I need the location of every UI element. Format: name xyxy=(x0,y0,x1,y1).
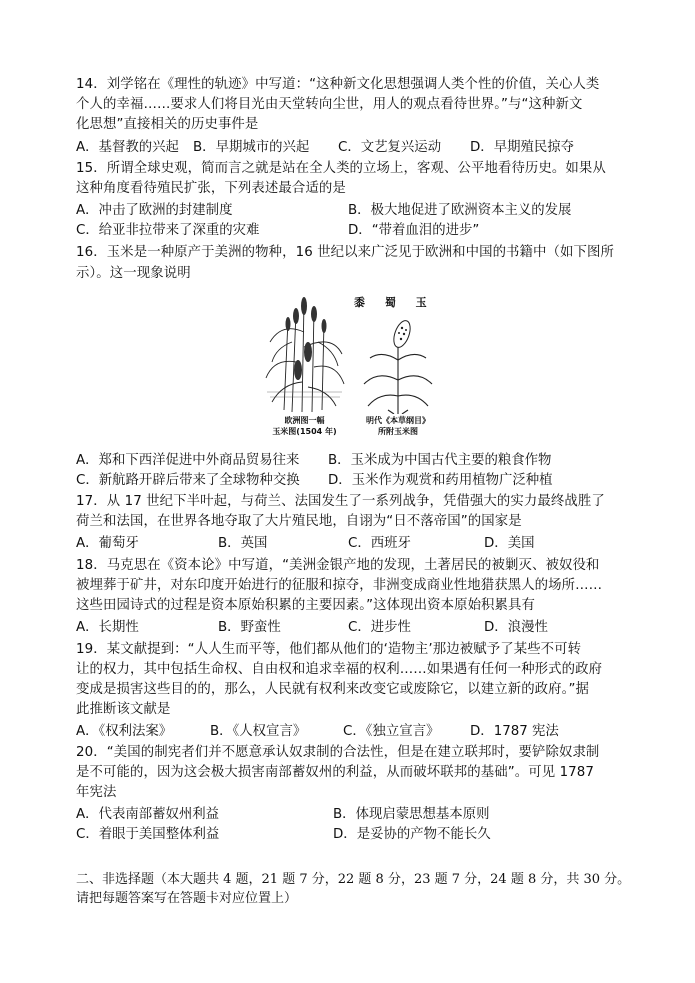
q14-stem-line-3: 化思想”直接相关的历史事件是 xyxy=(76,117,259,132)
q17-stem-line-2: 荷兰和法国，在世界各地夺取了大片殖民地，自诩为“日不落帝国”的国家是 xyxy=(76,514,522,529)
q20-stem-line-3: 年宪法 xyxy=(76,785,117,800)
q20-stem-line-2: 是不可能的，因为这会极大损害南部蓄奴州的利益，从而破坏联邦的基础”。可见 1787 xyxy=(76,765,595,780)
section-2-heading-line-1: 二、非选择题（本大题共 4 题，21 题 7 分，22 题 8 分，23 题 7 分，24 题 8 分，共 30 分。 xyxy=(76,872,631,887)
fig-caption-left-2: 玉米图(1504 年) xyxy=(272,427,337,436)
section-2-heading-line-2: 请把每题答案写在答题卡对应位置上） xyxy=(76,891,298,906)
q17-stem-line-1: 17．从 17 世纪下半叶起，与荷兰、法国发生了一系列战争，凭借强大的实力最终战胜了 xyxy=(76,494,605,509)
fig-title: 黍 蜀 玉 xyxy=(354,296,435,309)
q20-option-c[interactable]: C．着眼于美国整体利益 xyxy=(76,827,220,842)
q18-stem-line-1: 18．马克思在《资本论》中写道，“美洲金银产地的发现，土著居民的被剿灭、被奴役和 xyxy=(76,558,600,573)
fig-caption-left-1: 欧洲图一幅 xyxy=(284,416,325,425)
q16-stem-line-1: 16．玉米是一种原产于美洲的物种，16 世纪以来广泛见于欧洲和中国的书籍中（如下图所 xyxy=(76,245,614,260)
q19-option-c[interactable]: C．《独立宣言》 xyxy=(343,724,440,739)
q16-option-b[interactable]: B．玉米成为中国古代主要的粮食作物 xyxy=(328,453,552,468)
q14-stem-line-2: 个人的幸福……要求人们将目光由天堂转向尘世，用人的观点看待世界。”与“这种新文 xyxy=(76,97,583,112)
fig-caption-right-2: 所附玉米图 xyxy=(378,427,418,436)
q20-option-a[interactable]: A．代表南部蓄奴州利益 xyxy=(76,807,220,822)
q19-stem-line-3: 变成是损害这些目的的，那么，人民就有权利来改变它或废除它，以建立新的政府。”据 xyxy=(76,682,589,697)
q18-stem-line-3: 这些田园诗式的过程是资本原始积累的主要因素。”这体现出资本原始积累具有 xyxy=(76,598,536,613)
q18-option-d[interactable]: D．浪漫性 xyxy=(484,620,548,635)
q17-option-c[interactable]: C．西班牙 xyxy=(348,536,411,551)
corn-plant-woodcut-icon xyxy=(262,292,347,414)
q16-option-a[interactable]: A．郑和下西洋促进中外商品贸易往来 xyxy=(76,453,300,468)
q14-option-c[interactable]: C．文艺复兴运动 xyxy=(338,140,442,155)
q15-option-a[interactable]: A．冲击了欧洲的封建制度 xyxy=(76,203,233,218)
q17-option-a[interactable]: A．葡萄牙 xyxy=(76,536,139,551)
q16-option-d[interactable]: D．玉米作为观赏和药用植物广泛种植 xyxy=(328,473,553,488)
q19-stem-line-4: 此推断该文献是 xyxy=(76,702,171,717)
q18-option-a[interactable]: A．长期性 xyxy=(76,620,139,635)
q20-option-b[interactable]: B．体现启蒙思想基本原则 xyxy=(333,807,490,822)
q18-option-c[interactable]: C．进步性 xyxy=(348,620,411,635)
q19-option-a[interactable]: A．《权利法案》 xyxy=(76,724,173,739)
fig-caption-right-1: 明代《本草纲目》 xyxy=(366,416,430,425)
q15-option-b[interactable]: B．极大地促进了欧洲资本主义的发展 xyxy=(348,203,572,218)
q19-option-b[interactable]: B．《人权宣言》 xyxy=(210,724,307,739)
q16-option-c[interactable]: C．新航路开辟后带来了全球物种交换 xyxy=(76,473,300,488)
q15-option-c[interactable]: C．给亚非拉带来了深重的灾难 xyxy=(76,223,260,238)
q19-option-d[interactable]: D．1787 宪法 xyxy=(470,724,559,739)
q18-stem-line-2: 被埋葬于矿井，对东印度开始进行的征服和掠夺，非洲变成商业性地猎获黑人的场所…… xyxy=(76,578,603,593)
q15-stem-line-1: 15．所谓全球史观，简而言之就是站在全人类的立场上，客观、公平地看待历史。如果从 xyxy=(76,161,606,176)
q19-stem-line-2: 让的权力，其中包括生命权、自由权和追求幸福的权利……如果遇有任何一种形式的政府 xyxy=(76,662,603,677)
q16-stem-line-2: 示）。这一现象说明 xyxy=(76,266,191,281)
q20-stem-line-1: 20．“美国的制宪者们并不愿意承认奴隶制的合法性，但是在建立联邦时，要铲除奴隶制 xyxy=(76,745,600,760)
q18-option-b[interactable]: B．野蛮性 xyxy=(218,620,281,635)
q17-option-d[interactable]: D．美国 xyxy=(484,536,535,551)
q20-option-d[interactable]: D．是妥协的产物不能长久 xyxy=(333,827,491,842)
q14-option-d[interactable]: D．早期殖民掠夺 xyxy=(470,140,575,155)
q15-option-d[interactable]: D．“带着血泪的进步” xyxy=(348,223,480,238)
q14-option-a[interactable]: A．基督教的兴起 xyxy=(76,140,179,155)
corn-figure xyxy=(262,292,442,442)
q17-option-b[interactable]: B．英国 xyxy=(218,536,268,551)
corn-plant-chinese-icon xyxy=(358,310,438,414)
q14-option-b[interactable]: B．早期城市的兴起 xyxy=(193,140,310,155)
q15-stem-line-2: 这种角度看待殖民扩张，下列表述最合适的是 xyxy=(76,181,346,196)
q19-stem-line-1: 19．某文献提到：“人人生而平等，他们都从他们的‘造物主’那边被赋予了某些不可转 xyxy=(76,642,582,657)
q14-stem-line-1: 14．刘学铭在《理性的轨迹》中写道：“这种新文化思想强调人类个性的价值，关心人类 xyxy=(76,77,600,92)
